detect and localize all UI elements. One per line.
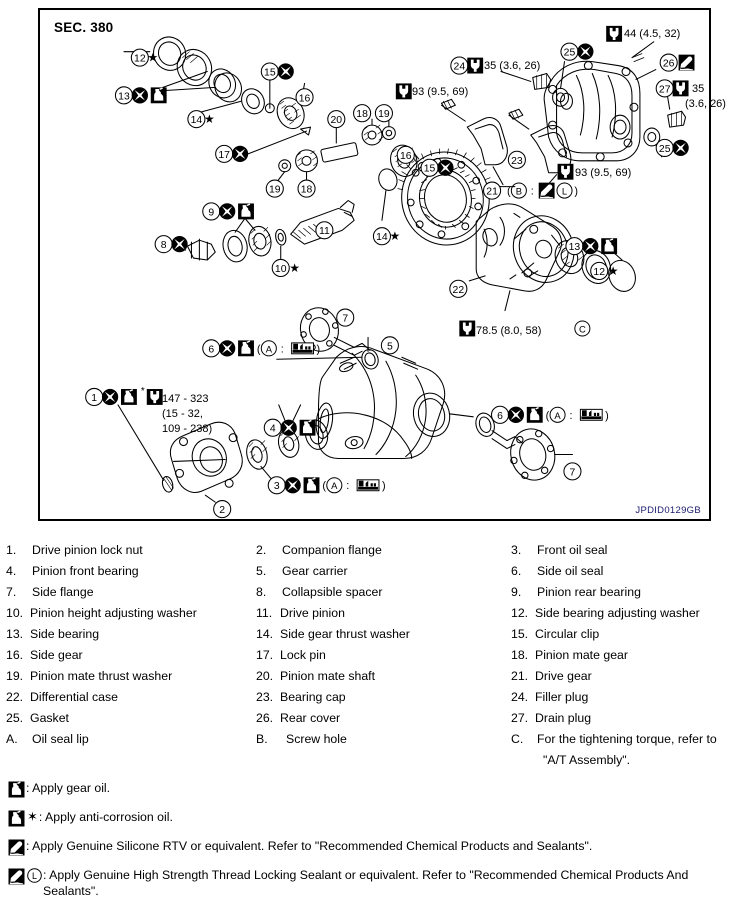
svg-text:10: 10 xyxy=(274,263,287,275)
svg-text:26: 26 xyxy=(662,58,675,70)
legend-row xyxy=(6,708,746,729)
torque-1-line3: 109 - 238) xyxy=(162,423,213,435)
svg-text:(: ( xyxy=(506,185,511,198)
footnote-text: : Apply gear oil. xyxy=(26,781,111,795)
sealant-icon xyxy=(8,868,25,885)
legend-number: 10. xyxy=(6,606,24,620)
svg-text:25: 25 xyxy=(563,47,576,59)
legend-number: 17. xyxy=(256,648,274,662)
legend-number: 7. xyxy=(6,585,17,599)
svg-text:1: 1 xyxy=(91,392,98,404)
svg-text:): ) xyxy=(381,480,386,493)
legend-row xyxy=(6,540,746,561)
torque-35-filler: 35 (3.6, 26) xyxy=(484,60,541,72)
svg-text:8: 8 xyxy=(160,240,167,252)
svg-text:7: 7 xyxy=(569,467,576,479)
svg-text:5: 5 xyxy=(386,341,393,353)
legend-number: 18. xyxy=(511,648,529,662)
legend-label: Side gear thrust washer xyxy=(280,627,410,641)
legend-row xyxy=(6,582,746,603)
legend-number: C. xyxy=(511,732,524,746)
legend-label: Side bearing adjusting washer xyxy=(535,606,700,620)
torque-93-lower: 93 (9.5, 69) xyxy=(575,167,632,179)
legend-number: 1. xyxy=(6,543,17,557)
legend-number: 4. xyxy=(6,564,17,578)
legend-item-25 xyxy=(6,708,256,729)
footnote-text: : Apply anti-corrosion oil. xyxy=(38,810,173,824)
legend-number: 26. xyxy=(256,711,274,725)
torque-78-5: 78.5 (8.0, 58) xyxy=(476,325,542,337)
legend-item-27 xyxy=(511,708,746,729)
legend-label: Rear cover xyxy=(280,711,341,725)
legend-label: Drive pinion xyxy=(280,606,345,620)
legend-label: Differential case xyxy=(30,690,118,704)
legend-item-14 xyxy=(256,624,511,645)
svg-text:7: 7 xyxy=(342,313,349,325)
svg-text::: : xyxy=(280,343,284,356)
torque-44: 44 (4.5, 32) xyxy=(624,28,681,40)
legend-item-3 xyxy=(511,540,746,561)
gear-oil-icon xyxy=(8,810,25,827)
svg-text:★: ★ xyxy=(203,112,215,127)
legend-item-9 xyxy=(511,582,746,603)
svg-text:13: 13 xyxy=(118,91,130,103)
legend-number: 2. xyxy=(256,543,267,557)
torque-35-drain-b: (3.6, 26) xyxy=(685,98,726,110)
legend-item-a xyxy=(6,729,256,771)
svg-text:A: A xyxy=(265,343,272,355)
svg-text:): ) xyxy=(316,343,321,356)
legend-item-20 xyxy=(256,666,511,687)
svg-text:14: 14 xyxy=(376,232,388,244)
svg-text:★: ★ xyxy=(289,260,300,275)
svg-text:): ) xyxy=(574,185,579,198)
legend-item-5 xyxy=(256,561,511,582)
legend-number: 25. xyxy=(6,711,24,725)
legend-number: 11. xyxy=(256,606,273,620)
torque-1-line2: (15 - 32, xyxy=(162,408,203,420)
legend-item-26 xyxy=(256,708,511,729)
legend-label: Side bearing xyxy=(30,627,100,641)
legend-label: Drive gear xyxy=(535,669,592,683)
legend-item-c xyxy=(511,729,746,771)
svg-text:27: 27 xyxy=(658,84,671,96)
svg-text:23: 23 xyxy=(511,155,523,167)
legend-label: Drive pinion lock nut xyxy=(32,543,143,557)
legend-item-17 xyxy=(256,645,511,666)
legend-item-15 xyxy=(511,624,746,645)
legend-label: Side flange xyxy=(32,585,94,599)
svg-text::: : xyxy=(569,409,573,422)
legend-label: Drain plug xyxy=(535,711,592,725)
legend-label: Front oil seal xyxy=(537,543,608,557)
svg-text:(: ( xyxy=(545,409,550,422)
legend-item-19 xyxy=(6,666,256,687)
svg-text:13: 13 xyxy=(568,242,581,254)
legend-item-b xyxy=(256,729,511,771)
svg-text:L: L xyxy=(31,870,38,881)
legend-item-16 xyxy=(6,645,256,666)
legend-number: 15. xyxy=(511,627,529,641)
legend-item-12 xyxy=(511,603,746,624)
legend-label: Screw hole xyxy=(286,732,347,746)
legend-number: 16. xyxy=(6,648,24,662)
legend-number: 8. xyxy=(256,585,267,599)
svg-text:(: ( xyxy=(322,480,327,493)
svg-text::: : xyxy=(346,480,350,493)
legend-number: 20. xyxy=(256,669,274,683)
legend-item-22 xyxy=(6,687,256,708)
legend-label: Circular clip xyxy=(535,627,600,641)
legend-item-10 xyxy=(6,603,256,624)
svg-text:B: B xyxy=(515,185,523,197)
svg-text:12: 12 xyxy=(593,266,606,278)
legend-item-6 xyxy=(511,561,746,582)
footnote-anti-corrosion-oil xyxy=(8,809,743,826)
legend-label: Pinion rear bearing xyxy=(537,585,641,599)
svg-text:17: 17 xyxy=(218,149,230,161)
legend-item-13 xyxy=(6,624,256,645)
svg-text:19: 19 xyxy=(378,109,390,121)
footnote-silicone-rtv xyxy=(8,838,743,855)
torque-1-line1: 147 - 323 xyxy=(162,393,209,405)
svg-text:15: 15 xyxy=(423,163,436,175)
legend-item-1 xyxy=(6,540,256,561)
svg-text:3: 3 xyxy=(273,481,280,493)
legend-row xyxy=(6,561,746,582)
legend-item-2 xyxy=(256,540,511,561)
legend-number: B. xyxy=(256,732,268,746)
footnote-thread-locking-sealant xyxy=(8,867,743,899)
legend-item-8 xyxy=(256,582,511,603)
legend-label: Side gear xyxy=(30,648,83,662)
legend-number: A. xyxy=(6,732,18,746)
legend-number: 21. xyxy=(511,669,529,683)
drawing-id: JPDID0129GB xyxy=(635,505,701,516)
svg-text:18: 18 xyxy=(356,109,368,121)
svg-text:9: 9 xyxy=(208,207,215,219)
asterisk-icon: ✶ xyxy=(27,809,38,824)
legend-label: Companion flange xyxy=(282,543,382,557)
sealant-icon xyxy=(8,839,25,856)
legend-label: Gear carrier xyxy=(282,564,348,578)
svg-text:16: 16 xyxy=(399,150,412,162)
svg-text:18: 18 xyxy=(300,184,313,196)
torque-35-drain-a: 35 xyxy=(692,83,705,95)
legend-row xyxy=(6,624,746,645)
svg-text:*: * xyxy=(140,385,145,397)
legend-item-11 xyxy=(256,603,511,624)
legend-label: Filler plug xyxy=(535,690,589,704)
svg-text:A: A xyxy=(331,480,338,492)
svg-text:22: 22 xyxy=(452,284,465,296)
legend-item-23 xyxy=(256,687,511,708)
svg-text:6: 6 xyxy=(497,410,503,422)
svg-text:20: 20 xyxy=(330,115,343,127)
legend-row xyxy=(6,603,746,624)
svg-text:14: 14 xyxy=(190,115,203,127)
svg-text:25: 25 xyxy=(658,143,671,155)
exploded-view-diagram xyxy=(38,8,726,521)
legend-item-18 xyxy=(511,645,746,666)
svg-text:(: ( xyxy=(256,343,261,356)
legend-item-21 xyxy=(511,666,746,687)
legend-label: Collapsible spacer xyxy=(282,585,383,599)
legend-label xyxy=(537,729,746,770)
legend-label: Pinion height adjusting washer xyxy=(30,606,197,620)
parts-legend xyxy=(6,540,746,771)
star-icon: ★ xyxy=(147,50,159,65)
legend-number: 23. xyxy=(256,690,274,704)
legend-label: Pinion mate shaft xyxy=(280,669,376,683)
svg-text:16: 16 xyxy=(298,93,311,105)
legend-number: 5. xyxy=(256,564,267,578)
svg-text:L: L xyxy=(561,185,568,197)
legend-label-line1: For the tightening torque, refer to xyxy=(537,732,717,746)
legend-number: 3. xyxy=(511,543,522,557)
svg-text:2: 2 xyxy=(219,505,226,517)
diagram-artwork xyxy=(40,10,709,519)
legend-item-24 xyxy=(511,687,746,708)
legend-number: 19. xyxy=(6,669,24,683)
legend-row xyxy=(6,687,746,708)
legend-number: 14. xyxy=(256,627,274,641)
svg-text:C: C xyxy=(578,323,586,335)
svg-text:12: 12 xyxy=(134,53,146,65)
footnote-text: : Apply Genuine High Strength Thread Locking Sealant or equivalent. Refer to "Recommended Chemical Products And Sealants". xyxy=(43,868,689,898)
svg-text:24: 24 xyxy=(453,61,466,73)
legend-row xyxy=(6,645,746,666)
legend-item-4 xyxy=(6,561,256,582)
svg-text:19: 19 xyxy=(268,184,281,196)
symbol-footnotes xyxy=(8,780,743,911)
svg-text:6: 6 xyxy=(208,344,215,356)
legend-label: Bearing cap xyxy=(280,690,346,704)
svg-text:★: ★ xyxy=(389,229,401,244)
legend-label: Oil seal lip xyxy=(32,732,89,746)
legend-label: Pinion mate thrust washer xyxy=(30,669,173,683)
legend-label: Side oil seal xyxy=(537,564,604,578)
legend-number: 9. xyxy=(511,585,522,599)
legend-row xyxy=(6,666,746,687)
svg-text::: : xyxy=(530,185,534,198)
svg-text:21: 21 xyxy=(486,186,498,198)
legend-number: 6. xyxy=(511,564,522,578)
legend-label: Pinion mate gear xyxy=(535,648,628,662)
legend-label-line2: "A/T Assembly". xyxy=(543,752,631,767)
legend-number: 24. xyxy=(511,690,529,704)
legend-number: 22. xyxy=(6,690,24,704)
svg-text:): ) xyxy=(605,409,609,422)
svg-text:11: 11 xyxy=(318,226,330,238)
footnote-text: : Apply Genuine Silicone RTV or equivalent. Refer to "Recommended Chemical Products and Sealants". xyxy=(26,839,593,853)
legend-label: Pinion front bearing xyxy=(32,564,139,578)
torque-93-upper: 93 (9.5, 69) xyxy=(412,86,469,98)
locking-sealant-l-icon xyxy=(27,868,42,883)
legend-label: Lock pin xyxy=(280,648,326,662)
legend-number: 13. xyxy=(6,627,24,641)
legend-row xyxy=(6,729,746,771)
legend-item-7 xyxy=(6,582,256,603)
legend-number: 12. xyxy=(511,606,529,620)
section-label: SEC. 380 xyxy=(54,20,114,35)
legend-label: Gasket xyxy=(30,711,69,725)
svg-text:A: A xyxy=(554,409,561,421)
gear-oil-icon xyxy=(8,781,25,798)
svg-text:★: ★ xyxy=(607,263,619,278)
footnote-gear-oil xyxy=(8,780,743,797)
legend-number: 27. xyxy=(511,711,529,725)
svg-text:15: 15 xyxy=(264,67,276,79)
svg-text:4: 4 xyxy=(269,423,276,435)
